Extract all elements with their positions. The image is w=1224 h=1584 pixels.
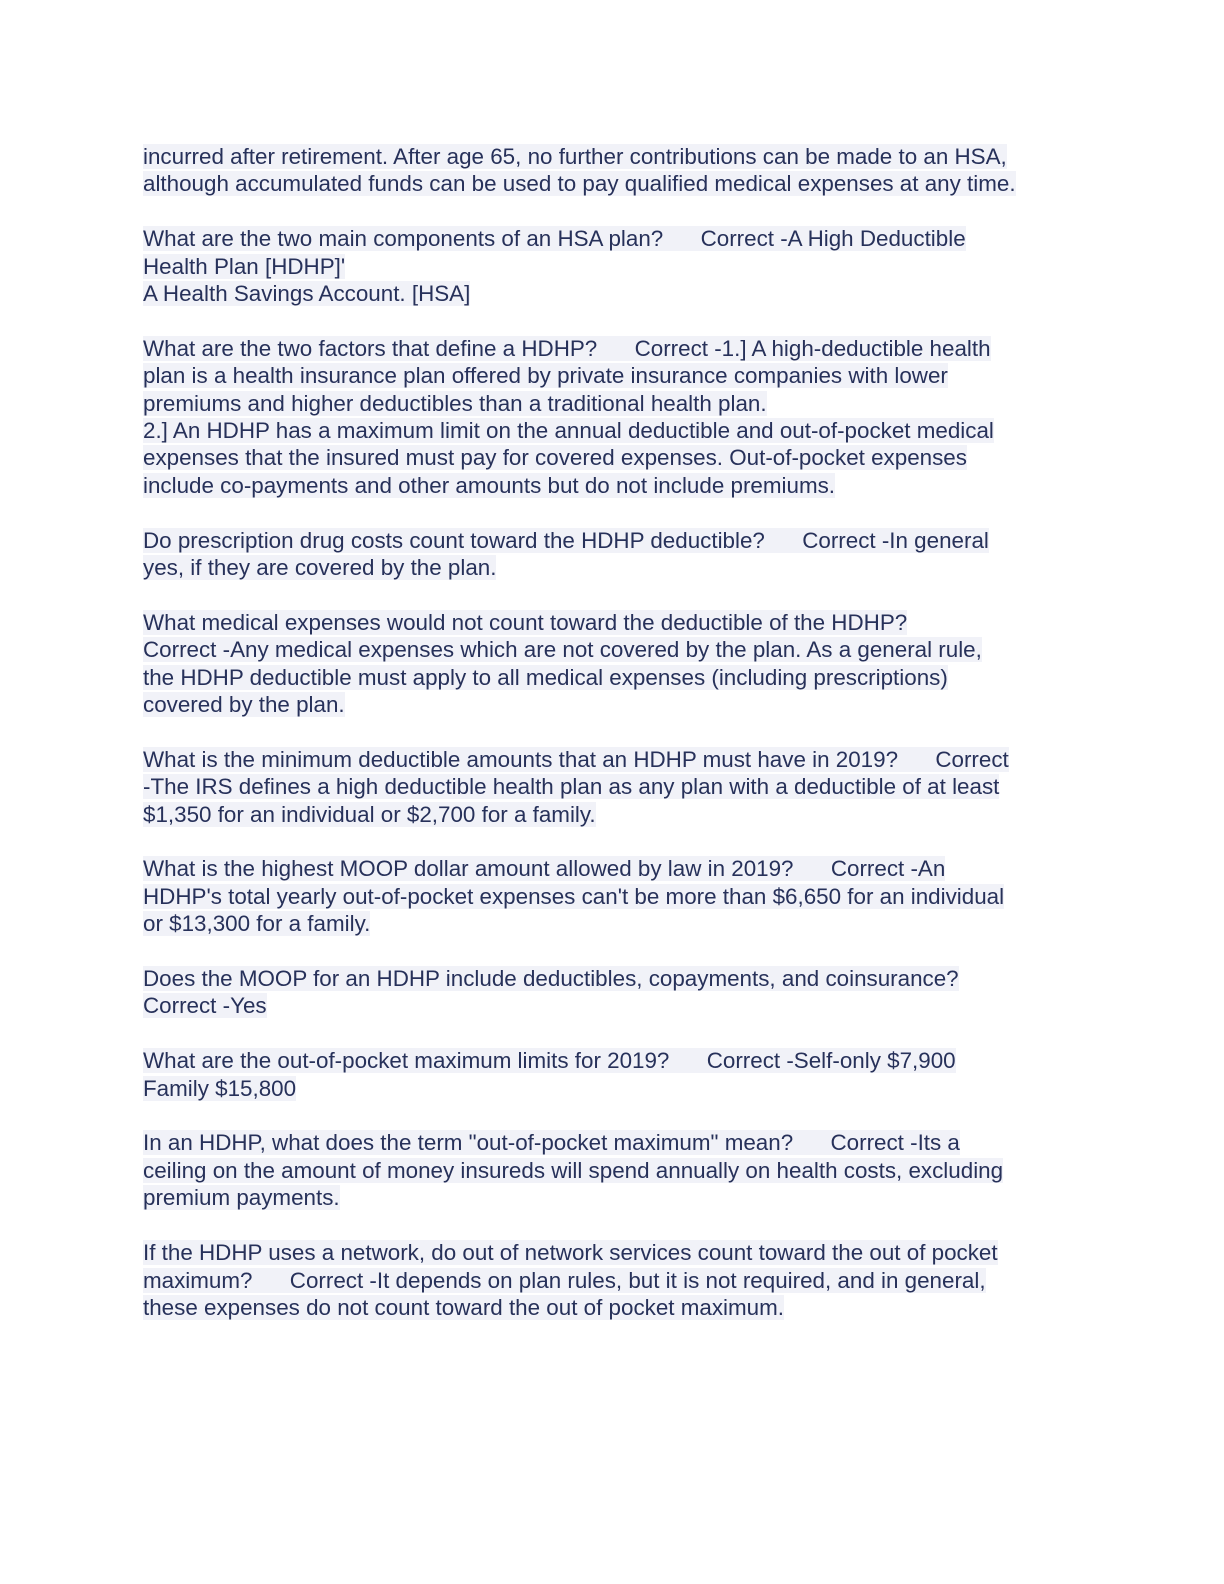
text-line-content: yes, if they are covered by the plan. bbox=[143, 555, 497, 581]
text-line-content: expenses that the insured must pay for covered expenses. Out-of-pocket expenses bbox=[143, 445, 967, 471]
text-line-content: What is the highest MOOP dollar amount allowed by law in 2019? Correct -An bbox=[143, 856, 946, 882]
text-line bbox=[143, 390, 1083, 417]
text-line bbox=[143, 664, 1083, 691]
qa-paragraph bbox=[143, 1047, 1083, 1102]
text-line bbox=[143, 855, 1083, 882]
text-line bbox=[143, 280, 1083, 307]
text-line-content: plan is a health insurance plan offered by private insurance companies with lower bbox=[143, 363, 948, 389]
text-line-content: Do prescription drug costs count toward the HDHP deductible? Correct -In general bbox=[143, 527, 989, 553]
text-line-content: premium payments. bbox=[143, 1185, 340, 1211]
text-line-content: If the HDHP uses a network, do out of network services count toward the out of pocket bbox=[143, 1240, 998, 1266]
text-line-content: Does the MOOP for an HDHP include deductibles, copayments, and coinsurance? bbox=[143, 966, 959, 992]
text-line bbox=[143, 1294, 1083, 1321]
qa-paragraph bbox=[143, 527, 1083, 582]
qa-paragraph bbox=[143, 1239, 1083, 1321]
qa-paragraph bbox=[143, 1129, 1083, 1211]
text-line bbox=[143, 527, 1083, 554]
text-line-content: although accumulated funds can be used to pay qualified medical expenses at any time. bbox=[143, 171, 1016, 197]
qa-paragraph bbox=[143, 143, 1083, 198]
text-line bbox=[143, 170, 1083, 197]
text-line bbox=[143, 143, 1083, 170]
text-line bbox=[143, 883, 1083, 910]
text-line-content: What is the minimum deductible amounts that an HDHP must have in 2019? Correct bbox=[143, 746, 1009, 772]
text-line-content: premiums and higher deductibles than a traditional health plan. bbox=[143, 390, 767, 416]
text-line bbox=[143, 910, 1083, 937]
qa-paragraph bbox=[143, 965, 1083, 1020]
text-line bbox=[143, 362, 1083, 389]
text-line bbox=[143, 335, 1083, 362]
text-line bbox=[143, 417, 1083, 444]
text-line-content: What medical expenses would not count toward the deductible of the HDHP? bbox=[143, 609, 908, 635]
text-line-content: What are the out-of-pocket maximum limits for 2019? Correct -Self-only $7,900 bbox=[143, 1048, 956, 1074]
text-line bbox=[143, 225, 1083, 252]
text-line bbox=[143, 992, 1083, 1019]
text-line-content: Health Plan [HDHP]' bbox=[143, 253, 346, 279]
text-line-content: HDHP's total yearly out-of-pocket expenses can't be more than $6,650 for an individual bbox=[143, 883, 1005, 909]
text-line bbox=[143, 472, 1083, 499]
text-line bbox=[143, 253, 1083, 280]
text-line bbox=[143, 1047, 1083, 1074]
text-line-content: maximum? Correct -It depends on plan rules, but it is not required, and in general, bbox=[143, 1267, 986, 1293]
qa-paragraph bbox=[143, 225, 1083, 307]
text-line-content: ceiling on the amount of money insureds will spend annually on health costs, excluding bbox=[143, 1157, 1004, 1183]
text-line bbox=[143, 1129, 1083, 1156]
text-line-content: 2.] An HDHP has a maximum limit on the annual deductible and out-of-pocket medical bbox=[143, 418, 994, 444]
qa-paragraph bbox=[143, 746, 1083, 828]
text-line bbox=[143, 801, 1083, 828]
text-line-content: What are the two factors that define a HDHP? Correct -1.] A high-deductible health bbox=[143, 335, 991, 361]
text-line-content: covered by the plan. bbox=[143, 692, 345, 718]
text-line bbox=[143, 746, 1083, 773]
text-line-content: the HDHP deductible must apply to all medical expenses (including prescriptions) bbox=[143, 664, 948, 690]
qa-paragraph bbox=[143, 855, 1083, 937]
text-line bbox=[143, 636, 1083, 663]
text-line bbox=[143, 965, 1083, 992]
text-line-content: What are the two main components of an HSA plan? Correct -A High Deductible bbox=[143, 226, 966, 252]
text-line-content: Family $15,800 bbox=[143, 1075, 297, 1101]
qa-paragraph bbox=[143, 335, 1083, 499]
text-line-content: incurred after retirement. After age 65, no further contributions can be made to an HSA, bbox=[143, 144, 1007, 169]
text-line bbox=[143, 444, 1083, 471]
text-line-content: A Health Savings Account. [HSA] bbox=[143, 281, 471, 307]
text-line-content: -The IRS defines a high deductible health plan as any plan with a deductible of at least bbox=[143, 774, 1000, 800]
text-line bbox=[143, 1239, 1083, 1266]
document-body bbox=[143, 143, 1083, 1349]
text-line bbox=[143, 1267, 1083, 1294]
text-line bbox=[143, 609, 1083, 636]
text-line-content: or $13,300 for a family. bbox=[143, 911, 371, 937]
text-line-content: include co-payments and other amounts but do not include premiums. bbox=[143, 472, 836, 498]
text-line bbox=[143, 1075, 1083, 1102]
text-line-content: these expenses do not count toward the out of pocket maximum. bbox=[143, 1294, 784, 1320]
text-line bbox=[143, 1157, 1083, 1184]
text-line bbox=[143, 773, 1083, 800]
text-line bbox=[143, 691, 1083, 718]
text-line-content: In an HDHP, what does the term "out-of-pocket maximum" mean? Correct -Its a bbox=[143, 1130, 960, 1156]
text-line bbox=[143, 554, 1083, 581]
text-line-content: Correct -Any medical expenses which are not covered by the plan. As a general rule, bbox=[143, 637, 982, 663]
text-line bbox=[143, 1184, 1083, 1211]
text-line-content: Correct -Yes bbox=[143, 993, 267, 1019]
qa-paragraph bbox=[143, 609, 1083, 719]
text-line-content: $1,350 for an individual or $2,700 for a family. bbox=[143, 801, 596, 827]
